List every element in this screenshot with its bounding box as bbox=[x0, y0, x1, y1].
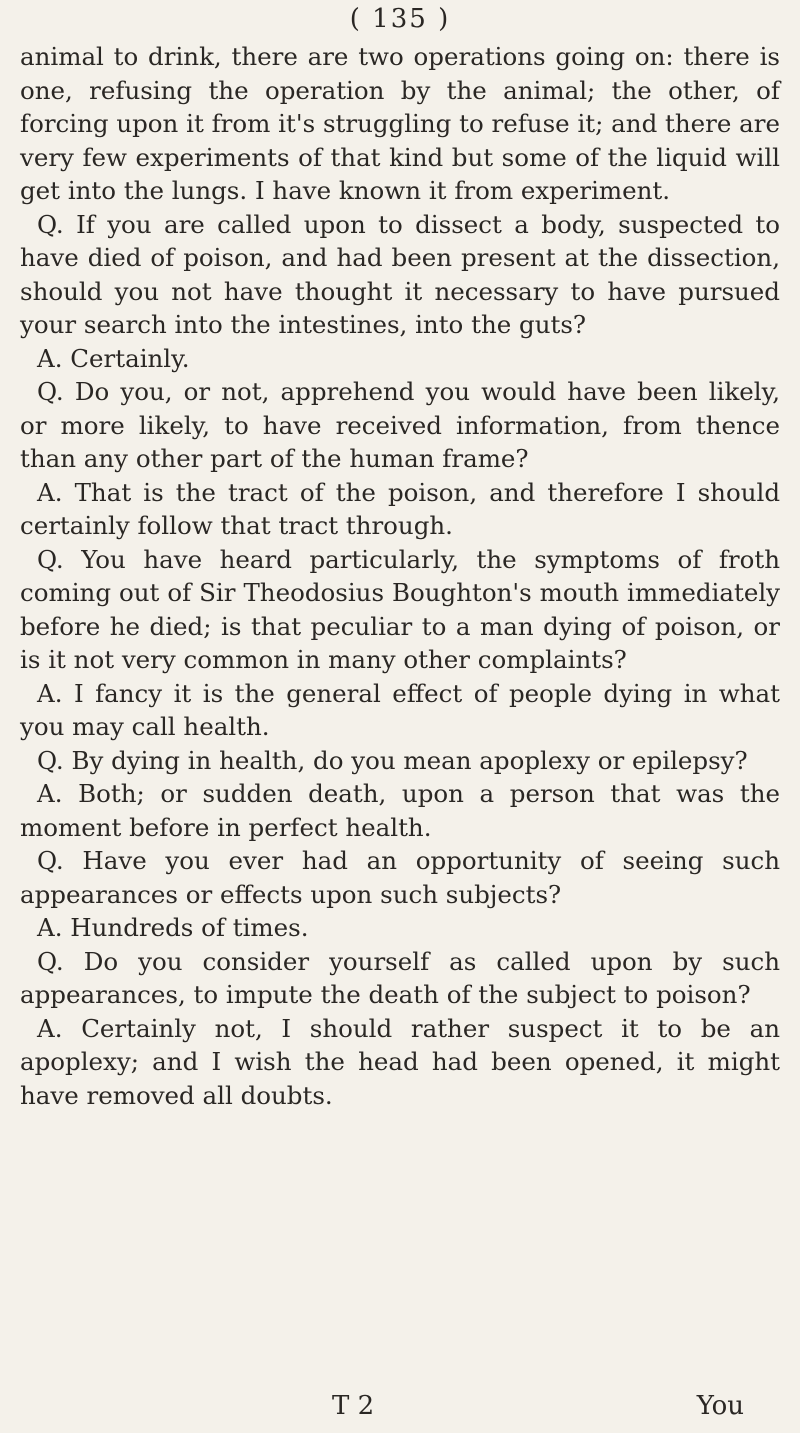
question-text: Have you ever had an opportunity of seeing such appearances or effects upon such subjects? bbox=[20, 846, 780, 909]
question-paragraph bbox=[20, 744, 780, 778]
speaker-label: A. bbox=[37, 1013, 63, 1043]
speaker-label: A. bbox=[37, 913, 63, 942]
question-paragraph bbox=[20, 844, 780, 911]
answer-paragraph bbox=[20, 1012, 780, 1113]
question-text: Do you, or not, apprehend you would have been likely, or more likely, to have received information, from thence than any other part of the human frame? bbox=[20, 377, 780, 473]
question-text: You have heard particularly, the symptoms of froth coming out of Sir Theodosius Boughton's mouth immediately before he died; is that peculiar to a man dying of poison, or is it not very common in many other complaints? bbox=[20, 544, 781, 674]
answer-paragraph bbox=[20, 476, 780, 543]
question-text: If you are called upon to dissect a body, suspected to have died of poison, and had been present at the dissection, should you not have thought it necessary to have pursued your search into the intestines, into the guts? bbox=[20, 209, 780, 339]
page-footer bbox=[20, 1391, 780, 1423]
speaker-label: A. bbox=[37, 343, 63, 373]
answer-paragraph bbox=[20, 342, 780, 376]
question-paragraph bbox=[20, 543, 780, 677]
speaker-label: A. bbox=[37, 477, 63, 507]
speaker-label: A. bbox=[37, 779, 63, 808]
answer-text: Both; or sudden death, upon a person that was the moment before in perfect health. bbox=[20, 779, 780, 842]
question-paragraph bbox=[20, 208, 780, 342]
answer-text: I fancy it is the general effect of people dying in what you may call health. bbox=[20, 678, 780, 741]
answer-text: Certainly. bbox=[70, 343, 190, 373]
answer-text: That is the tract of the poison, and therefore I should certainly follow that tract through. bbox=[20, 477, 781, 540]
page-number: ( 135 ) bbox=[349, 4, 451, 34]
answer-paragraph bbox=[20, 677, 780, 744]
question-text: By dying in health, do you mean apoplexy or epilepsy? bbox=[71, 745, 748, 775]
page-body bbox=[20, 40, 780, 1112]
speaker-label: Q. bbox=[37, 745, 64, 775]
answer-text: Hundreds of times. bbox=[70, 913, 309, 942]
answer-paragraph bbox=[20, 777, 780, 844]
question-text: Do you consider yourself as called upon by such appearances, to impute the death of the subject to poison? bbox=[20, 946, 780, 1009]
question-paragraph bbox=[20, 945, 780, 1012]
speaker-label: A. bbox=[37, 678, 63, 708]
catchword: You bbox=[696, 1391, 744, 1421]
speaker-label: Q. bbox=[37, 544, 64, 574]
answer-paragraph bbox=[20, 911, 780, 945]
speaker-label: Q. bbox=[37, 377, 64, 406]
speaker-label: Q. bbox=[37, 846, 64, 875]
signature-mark: T 2 bbox=[332, 1391, 375, 1421]
paragraph-continuation: animal to drink, there are two operations going on: there is one, refusing the operation by the animal; the other, of forcing upon it from it's struggling to refuse it; and there are very few experiments of that kind but some of the liquid will get into the lungs. I have known it from experiment. bbox=[20, 42, 780, 205]
question-paragraph bbox=[20, 375, 780, 476]
answer-text: Certainly not, I should rather suspect it to be an apoplexy; and I wish the head had been opened, it might have removed all doubts. bbox=[20, 1013, 780, 1110]
speaker-label: Q. bbox=[37, 209, 64, 239]
speaker-label: Q. bbox=[37, 946, 64, 976]
